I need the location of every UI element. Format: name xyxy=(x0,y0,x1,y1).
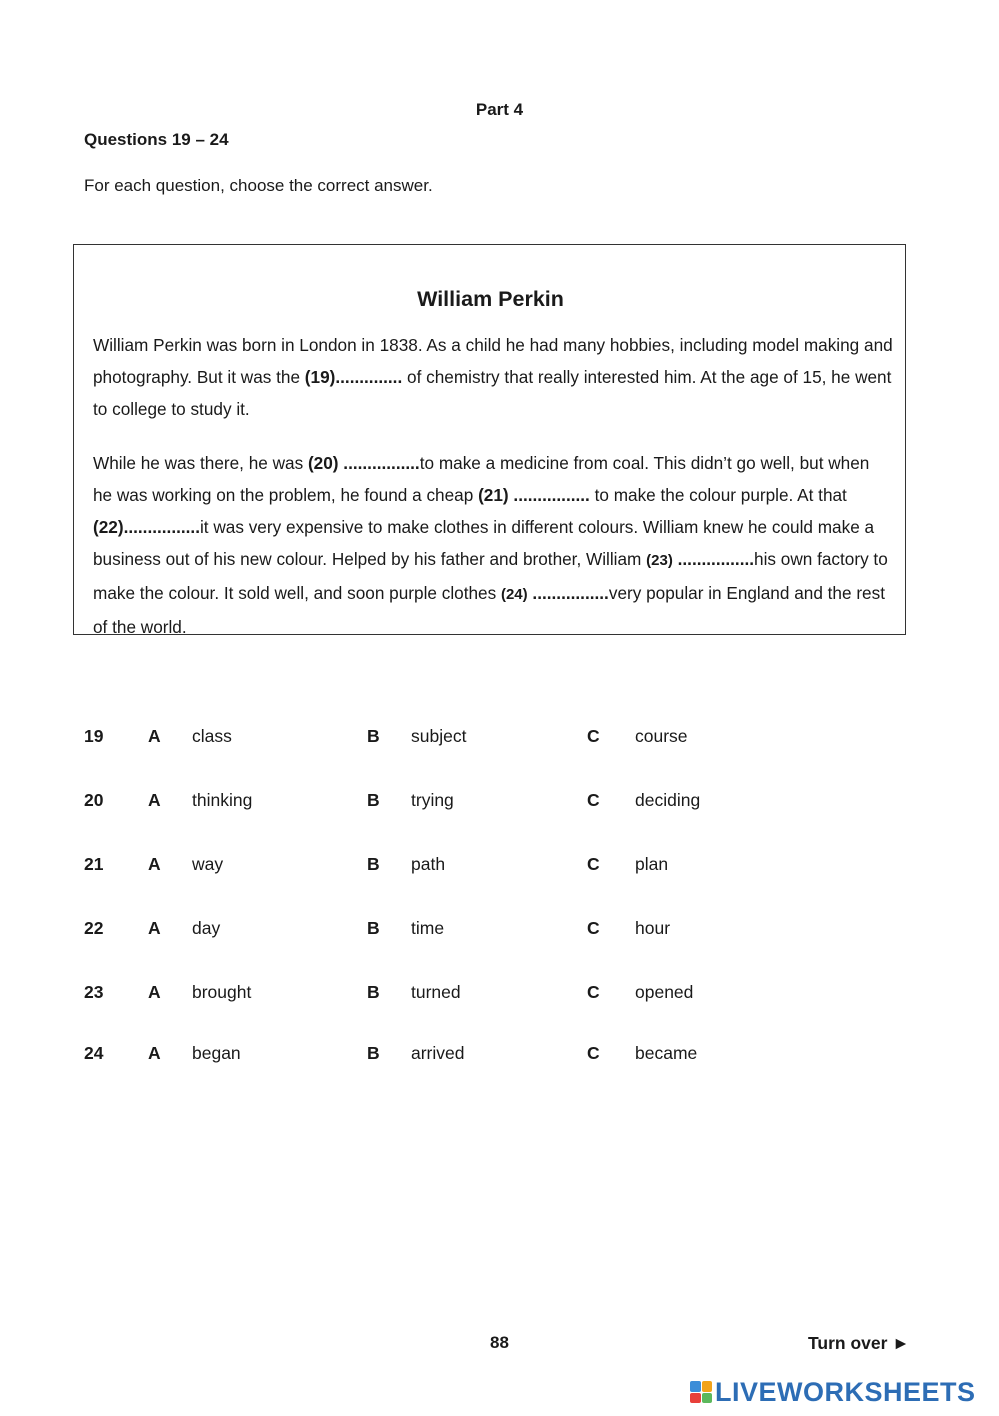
question-row-19 xyxy=(0,726,999,756)
option-c-word[interactable]: became xyxy=(635,1043,698,1063)
passage-text: of chemistry that really interested him. At the age of 15, he went to college to study it. xyxy=(93,367,892,419)
passage-text: While he was there, he was xyxy=(93,453,308,473)
gap-21-blank[interactable]: ................ xyxy=(508,485,590,505)
gap-22-blank[interactable]: ................ xyxy=(123,517,200,537)
option-b-letter[interactable]: B xyxy=(367,982,380,1002)
option-b-letter[interactable]: B xyxy=(367,1043,380,1063)
question-row-21 xyxy=(0,854,999,884)
question-row-24 xyxy=(0,1043,999,1073)
option-b-word[interactable]: subject xyxy=(411,726,467,746)
questions-range: Questions 19 – 24 xyxy=(84,130,229,149)
gap-21-label: (21) xyxy=(478,485,509,505)
gap-24-blank[interactable]: ................ xyxy=(527,583,609,603)
option-a-letter[interactable]: A xyxy=(148,982,161,1002)
option-c-word[interactable]: plan xyxy=(635,854,669,874)
passage-paragraph-2 xyxy=(93,447,893,643)
option-b-word[interactable]: turned xyxy=(411,982,461,1002)
option-c-letter[interactable]: C xyxy=(587,918,600,938)
passage-title: William Perkin xyxy=(417,287,564,311)
logo-tile xyxy=(702,1381,713,1392)
option-a-letter[interactable]: A xyxy=(148,726,161,746)
passage-box xyxy=(73,244,906,635)
liveworksheets-logo-icon xyxy=(690,1381,712,1403)
gap-20-blank[interactable]: ................ xyxy=(338,453,420,473)
option-a-word[interactable]: day xyxy=(192,918,221,938)
question-row-23 xyxy=(0,982,999,1012)
passage-text: to make the colour purple. At that xyxy=(589,485,847,505)
turn-over-label: Turn over ► xyxy=(808,1333,910,1353)
gap-23-label: (23) xyxy=(646,552,673,569)
option-a-word[interactable]: brought xyxy=(192,982,252,1002)
option-c-word[interactable]: opened xyxy=(635,982,694,1002)
option-b-word[interactable]: time xyxy=(411,918,445,938)
option-b-letter[interactable]: B xyxy=(367,726,380,746)
option-c-word[interactable]: deciding xyxy=(635,790,701,810)
option-c-letter[interactable]: C xyxy=(587,790,600,810)
option-a-letter[interactable]: A xyxy=(148,854,161,874)
option-a-letter[interactable]: A xyxy=(148,918,161,938)
question-number: 21 xyxy=(84,854,104,874)
liveworksheets-brand[interactable] xyxy=(690,1374,976,1410)
question-number: 20 xyxy=(84,790,104,810)
gap-20-label: (20) xyxy=(307,453,339,473)
gap-19-label: (19) xyxy=(304,367,336,387)
option-b-letter[interactable]: B xyxy=(367,918,380,938)
option-b-letter[interactable]: B xyxy=(367,854,380,874)
option-a-word[interactable]: class xyxy=(192,726,232,746)
logo-tile xyxy=(702,1393,713,1404)
option-c-letter[interactable]: C xyxy=(587,854,600,874)
option-a-word[interactable]: way xyxy=(192,854,224,874)
question-number: 19 xyxy=(84,726,104,746)
passage-text: his own factory to make the colour. It sold well, and soon purple clothes xyxy=(93,549,888,603)
passage-text: William Perkin was born in London in 1838. As a child he had many hobbies, including model making and photography. But it was the xyxy=(93,335,893,387)
option-b-letter[interactable]: B xyxy=(367,790,380,810)
question-number: 24 xyxy=(84,1043,104,1063)
option-b-word[interactable]: trying xyxy=(411,790,454,810)
question-number: 23 xyxy=(84,982,104,1002)
part-title: Part 4 xyxy=(475,100,524,119)
passage-text: to make a medicine from coal. This didn’t go well, but when he was working on the problem, he found a cheap xyxy=(93,453,870,505)
logo-tile xyxy=(690,1381,701,1392)
logo-tile xyxy=(690,1393,701,1404)
brand-name: LIVEWORKSHEETS xyxy=(715,1376,976,1407)
passage-paragraph-1 xyxy=(93,329,893,425)
question-row-20 xyxy=(0,790,999,820)
gap-19-blank[interactable]: .............. xyxy=(335,367,403,387)
question-number: 22 xyxy=(84,918,104,938)
option-b-word[interactable]: path xyxy=(411,854,446,874)
gap-23-blank[interactable]: ................ xyxy=(672,549,755,569)
option-a-letter[interactable]: A xyxy=(148,1043,161,1063)
option-a-letter[interactable]: A xyxy=(148,790,161,810)
option-a-word[interactable]: thinking xyxy=(192,790,253,810)
gap-24-label: (24) xyxy=(500,586,528,603)
option-c-word[interactable]: hour xyxy=(635,918,671,938)
option-c-letter[interactable]: C xyxy=(587,726,600,746)
option-a-word[interactable]: began xyxy=(192,1043,241,1063)
option-b-word[interactable]: arrived xyxy=(411,1043,465,1063)
option-c-letter[interactable]: C xyxy=(587,982,600,1002)
option-c-word[interactable]: course xyxy=(635,726,688,746)
gap-22-label: (22) xyxy=(93,517,124,537)
passage-text: it was very expensive to make clothes in different colours. William knew he could make a business out of his new colour. Helped by his father and brother, William xyxy=(93,517,875,569)
instructions: For each question, choose the correct answer. xyxy=(84,176,433,195)
passage-text: very popular in England and the rest of the world. xyxy=(93,583,885,637)
option-c-letter[interactable]: C xyxy=(587,1043,600,1063)
page-number: 88 xyxy=(490,1333,509,1352)
question-row-22 xyxy=(0,918,999,948)
